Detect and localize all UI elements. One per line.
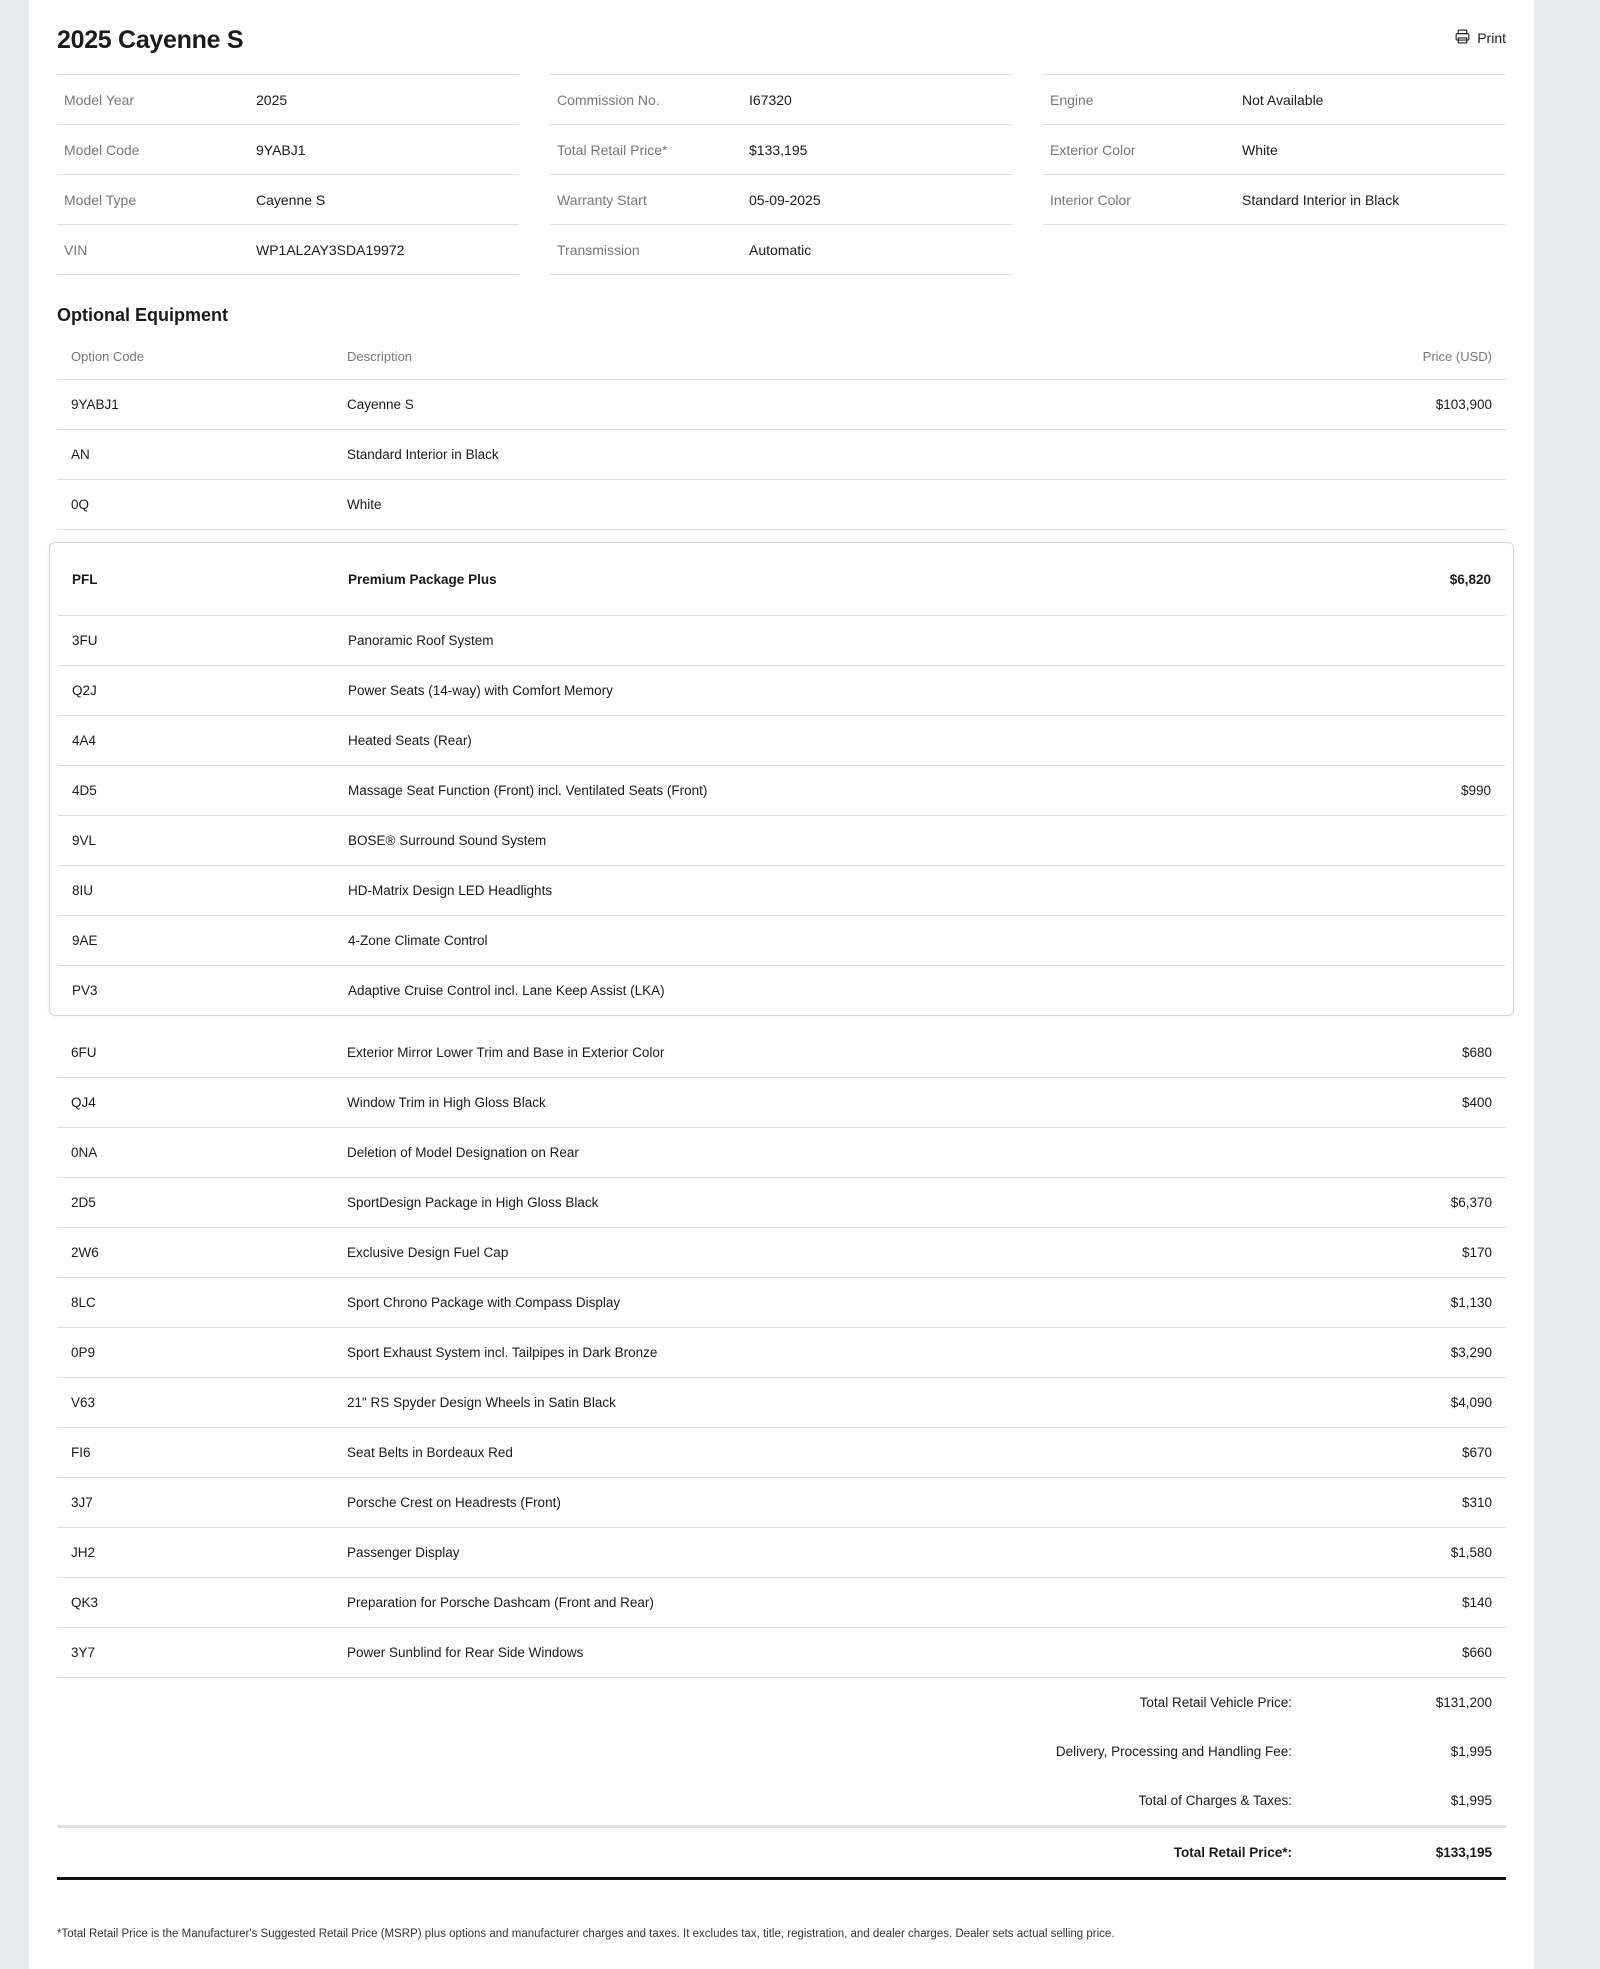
print-button[interactable] <box>1454 28 1506 48</box>
option-code: AN <box>71 447 90 462</box>
spec-value: $133,195 <box>749 141 808 158</box>
total-label: Delivery, Processing and Handling Fee: <box>1055 1744 1292 1759</box>
option-price: $103,900 <box>1435 397 1492 412</box>
optional-equipment-title: Optional Equipment <box>57 305 228 325</box>
spec-label: Commission No. <box>557 91 660 108</box>
option-price: $400 <box>1461 1095 1492 1110</box>
spec-label: Total Retail Price* <box>557 141 668 158</box>
option-code: 4D5 <box>72 783 97 798</box>
option-price: $1,580 <box>1450 1545 1492 1560</box>
table-row <box>57 1028 1506 1078</box>
table-row <box>57 430 1506 480</box>
total-value: $1,995 <box>1450 1744 1492 1759</box>
option-code: PV3 <box>72 983 98 998</box>
package-code: PFL <box>72 571 98 587</box>
spec-label: Interior Color <box>1050 191 1131 208</box>
option-description: Cayenne S <box>347 397 414 412</box>
spec-row <box>57 75 519 125</box>
spec-label: Transmission <box>557 241 640 258</box>
option-code: 3J7 <box>71 1495 93 1510</box>
print-label: Print <box>1477 30 1506 46</box>
option-description: Window Trim in High Gloss Black <box>347 1095 546 1110</box>
spec-value: Standard Interior in Black <box>1242 191 1400 208</box>
spec-label: Model Code <box>64 141 140 158</box>
option-description: Sport Chrono Package with Compass Display <box>347 1295 621 1310</box>
option-price: $310 <box>1461 1495 1492 1510</box>
price-footnote: *Total Retail Price is the Manufacturer's Suggested Retail Price (MSRP) plus options and manufacturer charges and taxes. It excludes tax, title, registration, and dealer charges. Dealer sets actual selling price. <box>57 1928 1115 1940</box>
column-header-code: Option Code <box>71 349 144 364</box>
spec-value: WP1AL2AY3SDA19972 <box>256 241 405 258</box>
spec-value: 2025 <box>256 91 288 108</box>
premium-package-group <box>49 542 1514 1016</box>
option-description: HD-Matrix Design LED Headlights <box>348 883 553 898</box>
option-description: Preparation for Porsche Dashcam (Front and Rear) <box>347 1595 654 1610</box>
option-price: $3,290 <box>1450 1345 1492 1360</box>
table-row <box>57 1128 1506 1178</box>
option-price: $1,130 <box>1450 1295 1492 1310</box>
package-items <box>58 616 1505 1015</box>
option-code: 8LC <box>71 1295 96 1310</box>
spec-label: Warranty Start <box>557 191 647 208</box>
option-code: QJ4 <box>71 1095 96 1110</box>
option-description: Exterior Mirror Lower Trim and Base in Exterior Color <box>347 1045 665 1060</box>
table-row <box>58 716 1505 766</box>
option-code: 9YABJ1 <box>71 397 119 412</box>
page-title: 2025 Cayenne S <box>57 26 244 54</box>
option-description: Exclusive Design Fuel Cap <box>347 1245 509 1260</box>
spec-column-1 <box>57 74 519 275</box>
option-price: $140 <box>1461 1595 1492 1610</box>
table-row <box>57 1578 1506 1628</box>
spec-column-3 <box>1043 74 1505 275</box>
spec-label: Model Year <box>64 91 135 108</box>
option-description: 4-Zone Climate Control <box>348 933 488 948</box>
option-description: Heated Seats (Rear) <box>348 733 472 748</box>
option-code: V63 <box>71 1395 96 1410</box>
vehicle-specs <box>57 74 1506 275</box>
option-description: Power Sunblind for Rear Side Windows <box>347 1645 584 1660</box>
total-label: Total of Charges & Taxes: <box>1138 1793 1292 1808</box>
column-header-description: Description <box>347 349 413 364</box>
table-row <box>57 380 1506 430</box>
option-description: Porsche Crest on Headrests (Front) <box>347 1495 561 1510</box>
table-row <box>58 966 1505 1015</box>
option-code: 6FU <box>71 1045 97 1060</box>
option-code: FI6 <box>71 1445 91 1460</box>
spec-row <box>57 175 519 225</box>
option-description: Seat Belts in Bordeaux Red <box>347 1445 513 1460</box>
grand-total-row <box>57 1825 1506 1880</box>
table-row <box>57 1528 1506 1578</box>
option-code: 0P9 <box>71 1345 96 1360</box>
spec-row <box>550 175 1012 225</box>
table-row <box>57 1078 1506 1128</box>
package-price: $6,820 <box>1449 571 1491 587</box>
options-group-base <box>57 380 1506 530</box>
option-code: 9AE <box>72 933 98 948</box>
totals-section <box>57 1678 1506 1880</box>
table-row <box>57 1178 1506 1228</box>
table-row <box>57 1228 1506 1278</box>
table-row <box>58 816 1505 866</box>
spec-row <box>1043 125 1505 175</box>
option-code: 2W6 <box>71 1245 99 1260</box>
option-price: $6,370 <box>1450 1195 1492 1210</box>
spec-label: VIN <box>64 241 88 258</box>
table-row <box>57 1278 1506 1328</box>
table-row <box>57 1328 1506 1378</box>
package-description: Premium Package Plus <box>348 571 497 587</box>
option-price: $680 <box>1461 1045 1492 1060</box>
option-description: Massage Seat Function (Front) incl. Ventilated Seats (Front) <box>348 783 708 798</box>
table-row <box>58 916 1505 966</box>
option-description: SportDesign Package in High Gloss Black <box>347 1195 599 1210</box>
table-row <box>58 616 1505 666</box>
spec-row <box>550 75 1012 125</box>
option-code: JH2 <box>71 1545 96 1560</box>
option-price: $660 <box>1461 1645 1492 1660</box>
option-code: 8IU <box>72 883 94 898</box>
option-description: 21" RS Spyder Design Wheels in Satin Black <box>347 1395 616 1410</box>
option-code: 0NA <box>71 1145 98 1160</box>
option-price: $670 <box>1461 1445 1492 1460</box>
table-row <box>57 1378 1506 1428</box>
spec-value: 05-09-2025 <box>749 191 821 208</box>
spec-label: Engine <box>1050 91 1094 108</box>
table-row <box>58 666 1505 716</box>
spec-row <box>550 225 1012 275</box>
option-code: QK3 <box>71 1595 99 1610</box>
totals-rows <box>57 1678 1506 1825</box>
option-description: Panoramic Roof System <box>348 633 494 648</box>
table-row <box>57 1478 1506 1528</box>
spec-label: Exterior Color <box>1050 141 1136 158</box>
spec-value: Automatic <box>749 241 812 258</box>
spec-value: I67320 <box>749 91 792 108</box>
column-header-price: Price (USD) <box>1422 349 1492 364</box>
table-row <box>57 480 1506 530</box>
table-row <box>58 766 1505 816</box>
spec-row <box>57 225 519 275</box>
printer-icon <box>1454 28 1471 48</box>
spec-row <box>550 125 1012 175</box>
spec-row <box>1043 175 1505 225</box>
spec-value: White <box>1242 141 1278 158</box>
grand-total-label: Total Retail Price*: <box>1173 1845 1292 1860</box>
option-code: 3FU <box>72 633 98 648</box>
spec-value: Not Available <box>1242 91 1324 108</box>
option-description: Sport Exhaust System incl. Tailpipes in Dark Bronze <box>347 1345 658 1360</box>
option-description: Deletion of Model Designation on Rear <box>347 1145 579 1160</box>
option-description: White <box>347 497 382 512</box>
option-price: $4,090 <box>1450 1395 1492 1410</box>
option-code: 9VL <box>72 833 97 848</box>
grand-total-value: $133,195 <box>1435 1845 1492 1860</box>
spec-label: Model Type <box>64 191 137 208</box>
total-value: $1,995 <box>1450 1793 1492 1808</box>
table-row <box>57 1428 1506 1478</box>
total-row <box>57 1727 1506 1776</box>
total-label: Total Retail Vehicle Price: <box>1139 1695 1292 1710</box>
spec-value: 9YABJ1 <box>256 141 306 158</box>
option-code: 2D5 <box>71 1195 96 1210</box>
spec-column-2 <box>550 74 1012 275</box>
package-header-row <box>58 543 1505 616</box>
options-group-additional <box>57 1028 1506 1678</box>
option-description: Power Seats (14-way) with Comfort Memory <box>348 683 613 698</box>
spec-row <box>1043 75 1505 125</box>
option-code: Q2J <box>72 683 97 698</box>
total-value: $131,200 <box>1435 1695 1492 1710</box>
table-row <box>57 1628 1506 1678</box>
table-row <box>58 866 1505 916</box>
total-row <box>57 1678 1506 1727</box>
option-description: Standard Interior in Black <box>347 447 499 462</box>
option-description: BOSE® Surround Sound System <box>348 833 547 848</box>
option-description: Passenger Display <box>347 1545 460 1560</box>
option-price: $170 <box>1461 1245 1492 1260</box>
total-row <box>57 1776 1506 1825</box>
option-code: 4A4 <box>72 733 97 748</box>
optional-equipment-table <box>57 334 1506 1880</box>
option-code: 3Y7 <box>71 1645 96 1660</box>
table-header <box>57 334 1506 380</box>
option-price: $990 <box>1460 783 1491 798</box>
option-description: Adaptive Cruise Control incl. Lane Keep Assist (LKA) <box>348 983 665 998</box>
vehicle-summary-card <box>29 0 1534 1969</box>
spec-row <box>57 125 519 175</box>
spec-value: Cayenne S <box>256 191 326 208</box>
option-code: 0Q <box>71 497 90 512</box>
